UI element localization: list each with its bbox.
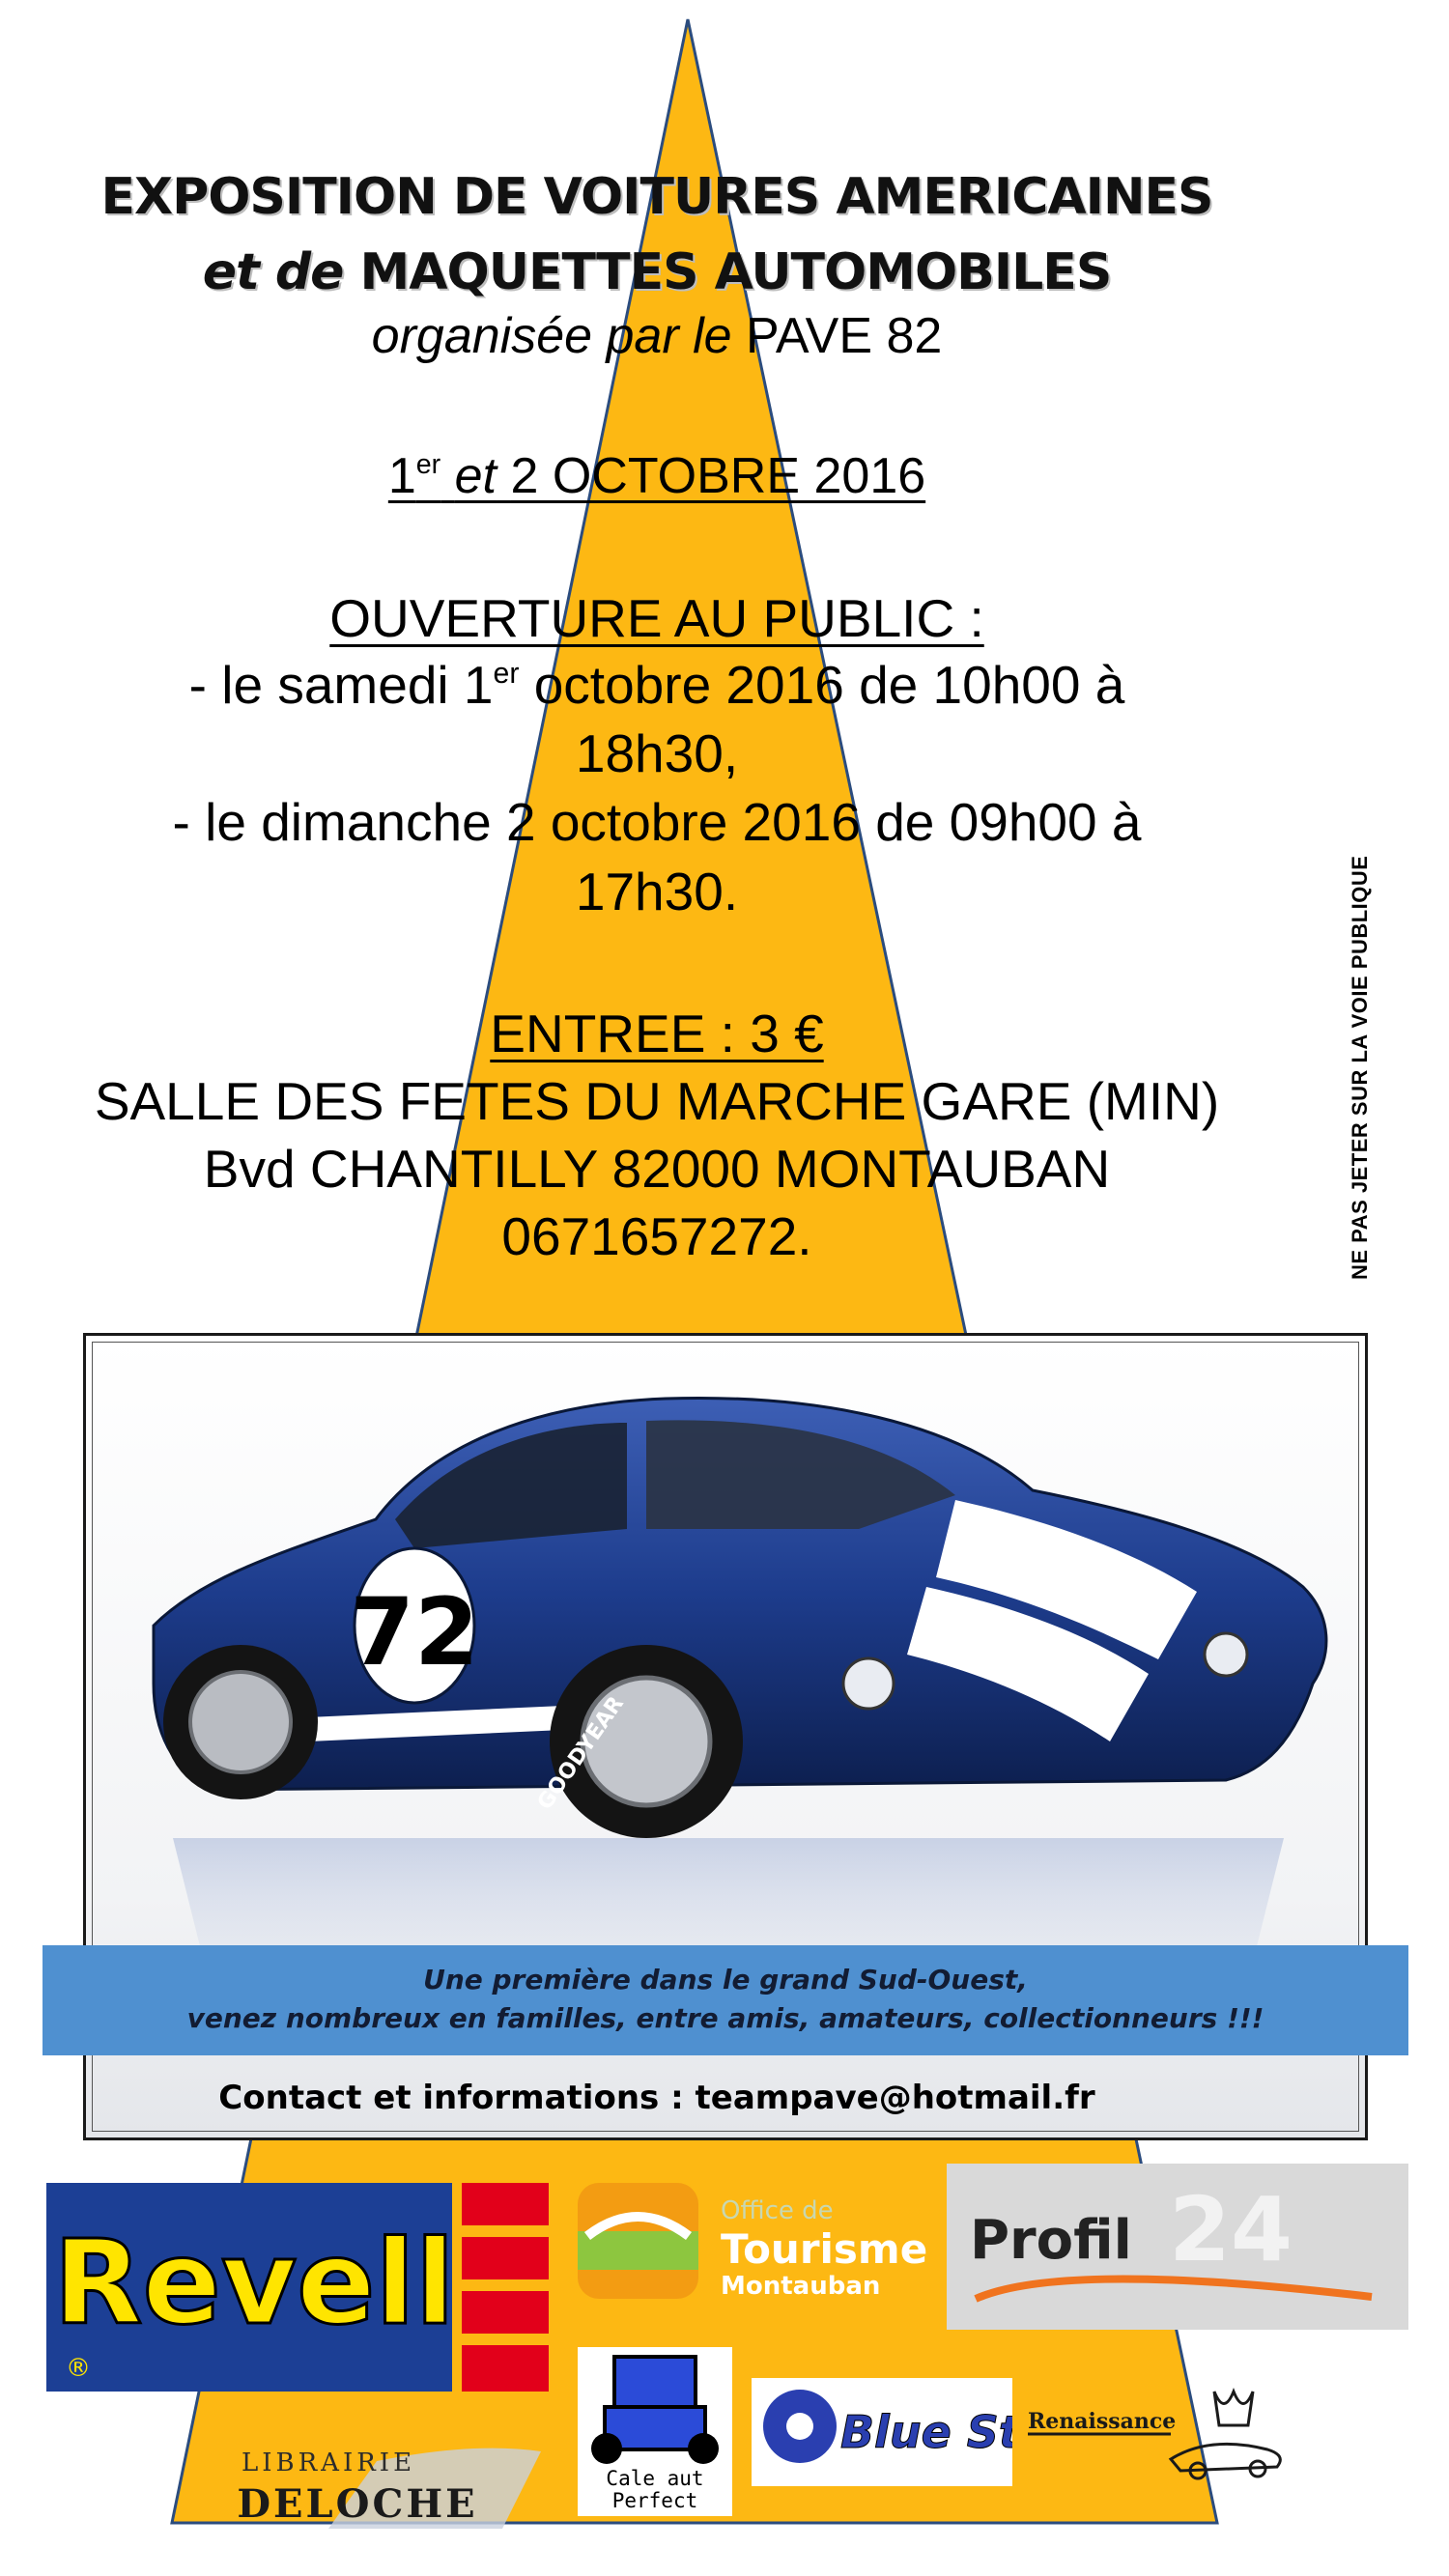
venue-line1: SALLE DES FETES DU MARCHE GARE (MIN) — [94, 1071, 1220, 1131]
opening-saturday-sup: er — [493, 657, 520, 690]
venue-phone: 0671657272. — [501, 1206, 812, 1266]
car-model-label: FORD G.T. — [588, 1677, 696, 1700]
promo-banner — [43, 1945, 1408, 2055]
date-rest: 2 OCTOBRE 2016 — [510, 448, 926, 504]
opening-saturday-rest: octobre 2016 de 10h00 à — [519, 655, 1125, 715]
opening-heading — [0, 582, 1314, 654]
opening-saturday — [0, 649, 1314, 721]
tourisme-line2: Tourisme — [721, 2225, 928, 2273]
entry-price-text: ENTREE : 3 € — [490, 1004, 824, 1063]
opening-heading-text: OUVERTURE AU PUBLIC : — [329, 588, 984, 648]
opening-sunday-end: 17h30. — [575, 862, 739, 921]
bluestuff-wordmark: Blue S — [840, 2406, 999, 2458]
opening-sunday: - le dimanche 2 octobre 2016 de 09h00 à — [172, 792, 1142, 852]
headline-line2-italic: et de — [202, 243, 344, 301]
banner-line1: Une première dans le grand Sud-Ouest, — [423, 1964, 1028, 1996]
date-day1-sup: er — [415, 448, 441, 480]
blue-stuff-logo — [752, 2378, 1012, 2486]
librairie-line2: DELOCHE — [237, 2481, 478, 2527]
headline-line2-main: MAQUETTES AUTOMOBILES — [359, 243, 1112, 301]
revell-registered-mark: ® — [66, 2354, 91, 2383]
opening-saturday-end: 18h30, — [575, 723, 739, 783]
renaissance-wordmark: Renaissance — [1028, 2409, 1177, 2434]
opening-saturday-prefix: - le samedi 1 — [188, 655, 494, 715]
revell-logo — [46, 2178, 549, 2396]
contact-line: Contact et informations : teampave@hotmail.fr — [218, 2079, 1095, 2117]
cale-aut-perfect-logo — [578, 2347, 732, 2516]
banner-line2: venez nombreux en familles, entre amis, amateurs, collectionneurs !!! — [186, 2002, 1264, 2034]
profil-word: Profil — [970, 2209, 1132, 2272]
event-dates — [0, 439, 1314, 514]
profil-number: 24 — [1169, 2178, 1293, 2281]
organizer-name: PAVE 82 — [746, 308, 943, 364]
organizer-prefix: organisée par le — [371, 308, 732, 364]
cale-line1: Cale aut — [606, 2467, 704, 2490]
librairie-line1: LIBRAIRIE — [241, 2449, 416, 2477]
office-tourisme-logo — [578, 2178, 935, 2304]
profil24-logo — [947, 2164, 1408, 2330]
date-and: et — [454, 448, 497, 504]
car-number: 72 — [350, 1578, 479, 1686]
organizer-line — [0, 298, 1314, 374]
venue-line2: Bvd CHANTILLY 82000 MONTAUBAN — [203, 1139, 1111, 1199]
cale-line2: Perfect — [611, 2489, 698, 2512]
date-day1: 1 — [387, 448, 416, 504]
entry-price — [0, 998, 1314, 1069]
headline-line1: EXPOSITION DE VOITURES AMERICAINES — [100, 168, 1213, 226]
librairie-deloche-logo — [184, 2422, 551, 2538]
revell-wordmark: Revell — [53, 2217, 455, 2351]
renaissance-logo — [1026, 2382, 1306, 2488]
side-note-vertical: NE PAS JETER SUR LA VOIE PUBLIQUE — [1348, 855, 1372, 1280]
tire-brand: GOODYEAR — [532, 1691, 629, 1815]
tourisme-line1: Office de — [721, 2196, 834, 2225]
tourisme-line3: Montauban — [721, 2272, 881, 2301]
